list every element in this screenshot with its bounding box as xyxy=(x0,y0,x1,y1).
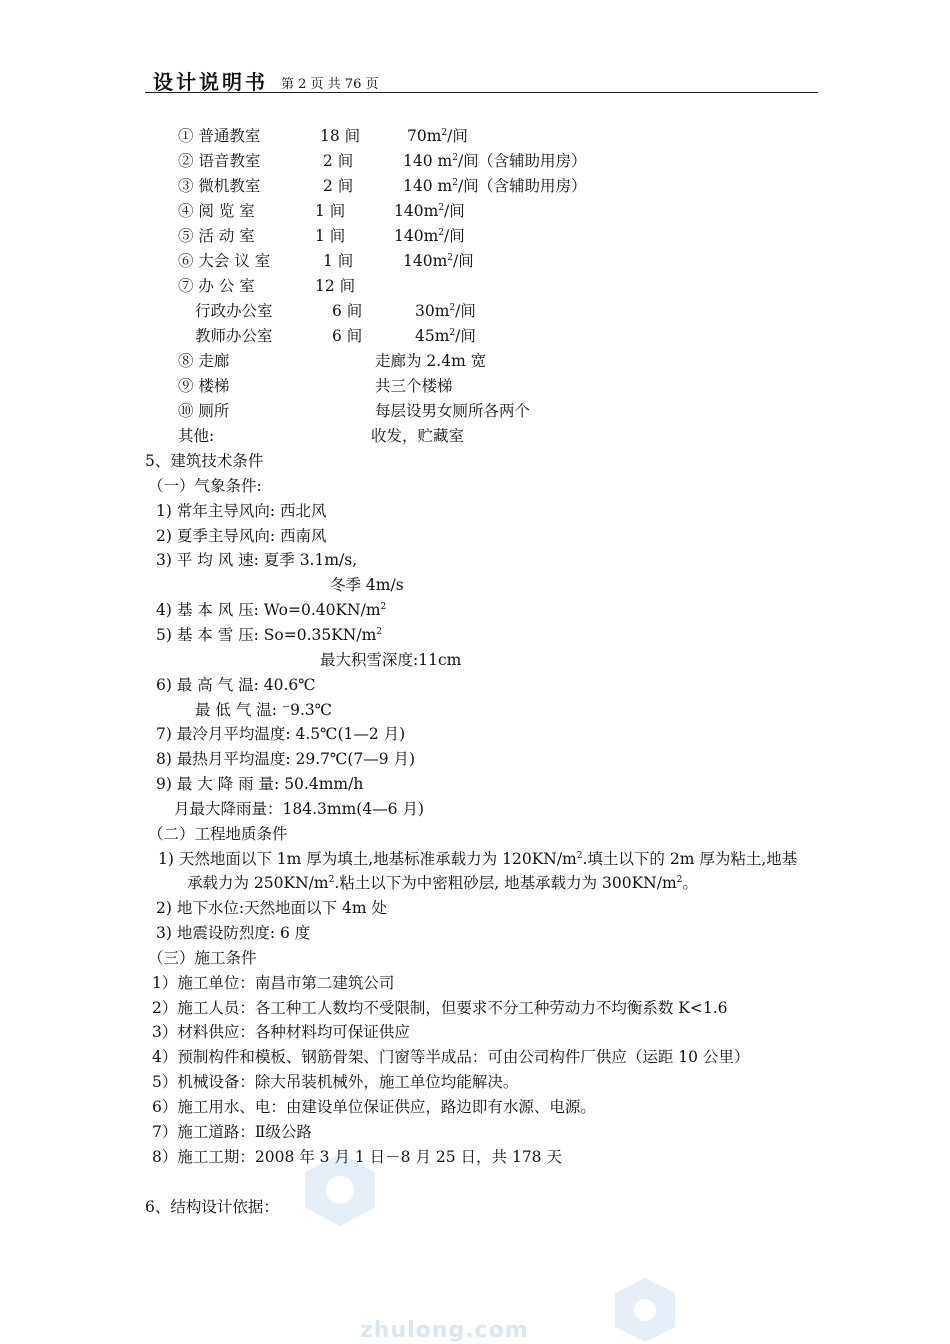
construction-item: 1）施工单位：南昌市第二建筑公司 xyxy=(152,974,395,992)
room-area: $140m^2/$间 xyxy=(394,202,465,220)
office-row: 行政办公室 xyxy=(195,302,273,320)
watermark-logo-icon xyxy=(285,1150,395,1230)
room-note: （含辅助用房） xyxy=(478,152,587,170)
watermark-logo-icon xyxy=(605,1275,685,1344)
construction-item: 7）施工道路：Ⅱ级公路 xyxy=(152,1123,312,1141)
weather-item: 最大积雪深度:11cm xyxy=(320,651,462,669)
office-count: 6 间 xyxy=(332,327,363,345)
weather-item: 6) 最 高 气 温: 40.6℃ xyxy=(156,676,316,694)
geo-item: 1) 天然地面以下 1m 厚为填土,地基标准承载力为 $120KN/m^2$.填土以下的 2m 厚为粘土,地基 xyxy=(158,850,798,868)
office-area: $45m^2/$间 xyxy=(415,327,476,345)
room-row: ③ 微机教室 xyxy=(178,177,261,195)
room-area: $140m^2/$间 xyxy=(394,227,465,245)
facility-desc: 走廊为 2.4m 宽 xyxy=(375,352,487,370)
room-count: 1 间 xyxy=(323,252,354,270)
geo-item: 2) 地下水位:天然地面以下 4m 处 xyxy=(156,899,387,917)
geo-item-continued: 承载力为 $250KN/m^2$.粘土以下为中密粗砂层, 地基承载力为 $300KN/m^2$。 xyxy=(187,874,698,892)
subsection-heading: （一）气象条件: xyxy=(148,477,262,495)
room-area: $140m^2/$间 xyxy=(403,252,474,270)
room-row: ⑥ 大会 议 室 xyxy=(178,252,271,270)
room-note: （含辅助用房） xyxy=(478,177,587,195)
facility-name: ⑨ 楼梯 xyxy=(178,377,230,395)
weather-item: 4) 基 本 风 压: $Wo=0.40KN/m^2$ xyxy=(156,601,387,619)
facility-desc: 收发，贮藏室 xyxy=(371,427,465,445)
section-heading: 5、建筑技术条件 xyxy=(145,452,264,470)
facility-name: ⑩ 厕所 xyxy=(178,402,230,420)
room-count: 2 间 xyxy=(323,177,354,195)
page-number: 第 2 页 共 76 页 xyxy=(281,77,379,92)
office-count: 6 间 xyxy=(332,302,363,320)
weather-item: 1) 常年主导风向: 西北风 xyxy=(156,502,327,520)
construction-item: 5）机械设备：除大吊装机械外，施工单位均能解决。 xyxy=(152,1073,519,1091)
facility-desc: 共三个楼梯 xyxy=(375,377,453,395)
room-row: ⑤ 活 动 室 xyxy=(178,227,255,245)
geo-item: 3) 地震设防烈度: 6 度 xyxy=(156,924,311,942)
construction-item: 4）预制构件和模板、钢筋骨架、门窗等半成品：可由公司构件厂供应（运距 10 公里） xyxy=(152,1048,750,1066)
room-row: ⑦ 办 公 室 xyxy=(178,277,255,295)
room-area: 140 $m^2/$间 xyxy=(403,177,479,195)
room-row: ① 普通教室 xyxy=(178,127,261,145)
weather-item: 8) 最热月平均温度: 29.7℃(7—9 月) xyxy=(156,750,416,768)
construction-item: 8）施工工期：2008 年 3 月 1 日－8 月 25 日，共 178 天 xyxy=(152,1148,562,1166)
room-area: 140 $m^2/$间 xyxy=(403,152,479,170)
office-row: 教师办公室 xyxy=(195,327,273,345)
construction-item: 3）材料供应：各种材料均可保证供应 xyxy=(152,1023,410,1041)
weather-item: 2) 夏季主导风向: 西南风 xyxy=(156,527,327,545)
facility-desc: 每层设男女厕所各两个 xyxy=(375,402,531,420)
subsection-heading: （二）工程地质条件 xyxy=(148,825,288,843)
room-count: 12 间 xyxy=(315,277,356,295)
facility-name: ⑧ 走廊 xyxy=(178,352,230,370)
office-area: $30m^2/$间 xyxy=(415,302,476,320)
subsection-heading: （三）施工条件 xyxy=(148,949,257,967)
facility-name: 其他: xyxy=(178,427,215,445)
room-row: ② 语音教室 xyxy=(178,152,261,170)
page-header xyxy=(145,66,818,93)
room-area: $70m^2/$间 xyxy=(407,127,468,145)
weather-item: 冬季 4m/s xyxy=(330,576,404,594)
room-count: 2 间 xyxy=(323,152,354,170)
document-title: 设计说明书 xyxy=(153,70,268,94)
room-count: 1 间 xyxy=(315,227,346,245)
weather-item: 9) 最 大 降 雨 量: 50.4mm/h xyxy=(156,775,364,793)
room-count: 1 间 xyxy=(315,202,346,220)
construction-item: 2）施工人员：各工种工人数均不受限制，但要求不分工种劳动力不均衡系数 K<1.6 xyxy=(152,999,728,1017)
weather-item: 7) 最冷月平均温度: 4.5℃(1—2 月) xyxy=(156,725,406,743)
watermark-text: zhulong.com xyxy=(360,1318,529,1343)
room-row: ④ 阅 览 室 xyxy=(178,202,255,220)
weather-item: 3) 平 均 风 速: 夏季 3.1m/s, xyxy=(156,551,358,569)
weather-item: 最 低 气 温: ⁻9.3℃ xyxy=(195,701,333,719)
section-heading: 6、结构设计依据： xyxy=(145,1198,279,1216)
weather-item: 月最大降雨量：184.3mm(4—6 月) xyxy=(174,800,425,818)
room-count: 18 间 xyxy=(320,127,361,145)
weather-item: 5) 基 本 雪 压: $So=0.35KN/m^2$ xyxy=(156,626,383,644)
construction-item: 6）施工用水、电：由建设单位保证供应，路边即有水源、电源。 xyxy=(152,1098,596,1116)
